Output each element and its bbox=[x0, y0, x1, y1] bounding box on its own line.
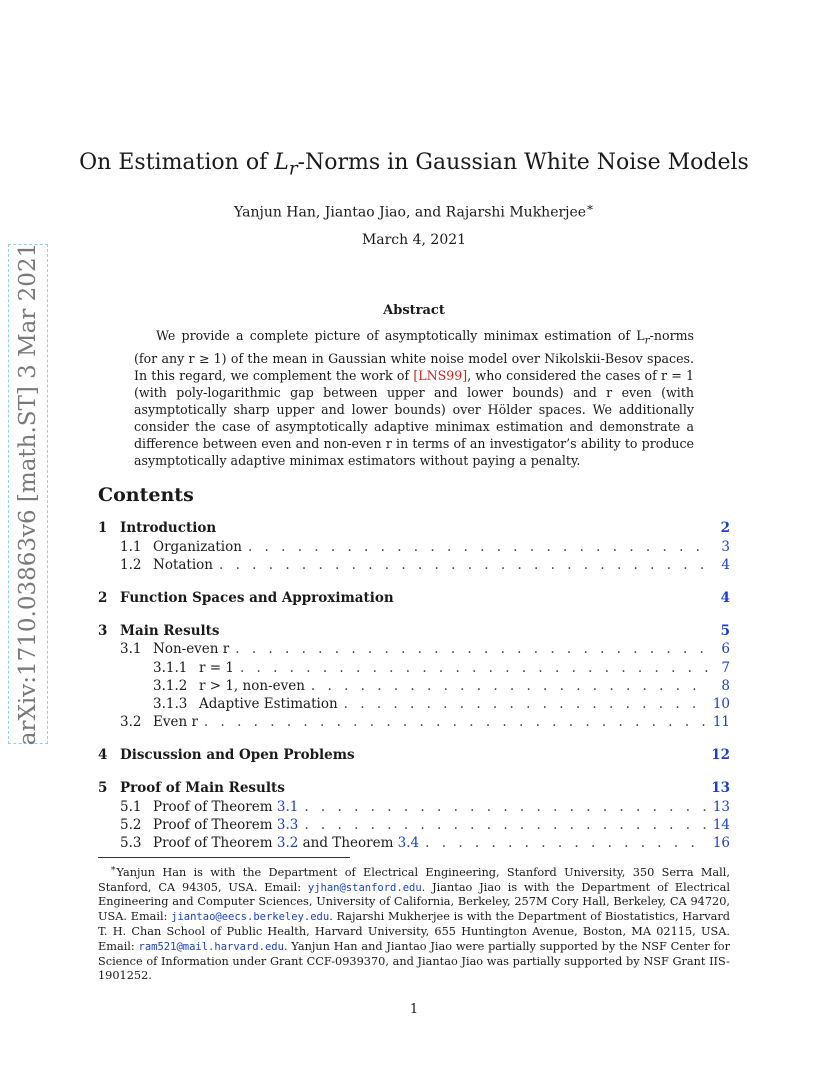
abstract-heading: Abstract bbox=[383, 303, 445, 318]
theorem-ref-link[interactable]: 3.2 bbox=[276, 835, 299, 851]
toc-entry[interactable]: 3.1.3 Adaptive Estimation . . . 10 bbox=[153, 696, 730, 714]
toc-page-link[interactable]: 12 bbox=[711, 747, 730, 763]
toc-page-link[interactable]: 4 bbox=[720, 590, 730, 606]
email-link[interactable]: jiantao@eecs.berkeley.edu bbox=[171, 911, 330, 924]
footnote-rule bbox=[98, 857, 350, 858]
toc-entry[interactable]: 3.1.2 r > 1, non-even . . . 8 bbox=[153, 678, 730, 696]
toc-page-link[interactable]: 11 bbox=[712, 714, 730, 730]
toc-entry[interactable]: 3.1.1 r = 1 . . . 7 bbox=[153, 660, 730, 678]
page-number: 1 bbox=[409, 1002, 419, 1017]
toc-page-link[interactable]: 7 bbox=[721, 660, 730, 676]
theorem-ref-link[interactable]: 3.1 bbox=[276, 799, 299, 815]
toc-page-link[interactable]: 5 bbox=[720, 623, 730, 639]
toc-entry[interactable]: 2 Function Spaces and Approximation 4 bbox=[98, 590, 730, 606]
paper-date: March 4, 2021 bbox=[361, 232, 467, 248]
toc-page-link[interactable]: 3 bbox=[721, 539, 730, 555]
toc-entry[interactable]: 5.3 Proof of Theorem 3.2 and Theorem 3.4 . . . 16 bbox=[120, 835, 730, 853]
toc-entry[interactable]: 3 Main Results 5 bbox=[98, 623, 730, 639]
paper-authors: Yanjun Han, Jiantao Jiao, and Rajarshi Mukherjee∗ bbox=[233, 200, 595, 221]
toc-entry[interactable]: 1.2 Notation . . . 4 bbox=[120, 557, 730, 575]
email-link[interactable]: ram521@mail.harvard.edu bbox=[138, 940, 284, 953]
toc-page-link[interactable]: 4 bbox=[721, 557, 730, 573]
paper-title: On Estimation of $L_r$-Norms in Gaussian White Noise Models bbox=[79, 150, 749, 180]
toc-page-link[interactable]: 13 bbox=[712, 799, 730, 815]
toc-entry[interactable]: 1 Introduction 2 bbox=[98, 520, 730, 536]
toc-page-link[interactable]: 10 bbox=[712, 696, 730, 712]
footnote: ∗Yanjun Han is with the Department of Electrical Engineering, Stanford University, 350 Serra Mall, Stanford, CA 94305, USA. Email: yjhan@stanford.edu. Jiantao Jiao is with the Department of Electrical Engineering and Computer Sciences, University of California, Berkeley, 257M Cory Hall, Berkeley, CA 94720, USA. Email: jiantao@eecs.berkeley.edu. Rajarshi Mukherjee is with the Department of Biostatistics, Harvard T. H. Chan School of Public Health, Harvard University, 655 Huntington Avenue, Boston, MA 02115, USA. Email: ram521@mail.harvard.edu. Yanjun Han and Jiantao Jiao were partially supported by the NSF Center for Science of Information under Grant CCF-0939370, and Jiantao Jiao was partially supported by NSF Grant IIS-1901252. bbox=[98, 863, 731, 983]
toc-page-link[interactable]: 6 bbox=[721, 641, 730, 657]
contents-heading: Contents bbox=[98, 484, 194, 506]
toc-page-link[interactable]: 16 bbox=[712, 835, 730, 851]
toc-entry[interactable]: 5.2 Proof of Theorem 3.3 . . . 14 bbox=[120, 817, 730, 835]
theorem-ref-link[interactable]: 3.4 bbox=[397, 835, 420, 851]
toc-page-link[interactable]: 14 bbox=[712, 817, 730, 833]
toc-entry[interactable]: 1.1 Organization . . . 3 bbox=[120, 539, 730, 557]
arxiv-stamp-text: arXiv:1710.03863v6 [math.ST] 3 Mar 2021 bbox=[15, 242, 41, 746]
toc-page-link[interactable]: 8 bbox=[721, 678, 730, 694]
toc-page-link[interactable]: 2 bbox=[720, 520, 730, 536]
toc-entry[interactable]: 3.2 Even r . . . 11 bbox=[120, 714, 730, 732]
toc-entry[interactable]: 3.1 Non-even r . . . 6 bbox=[120, 641, 730, 659]
arxiv-stamp bbox=[8, 244, 48, 744]
toc-page-link[interactable]: 13 bbox=[711, 780, 730, 796]
toc-entry[interactable]: 5.1 Proof of Theorem 3.1 . . . 13 bbox=[120, 799, 730, 817]
toc-entry[interactable]: 4 Discussion and Open Problems 12 bbox=[98, 747, 730, 763]
toc-entry[interactable]: 5 Proof of Main Results 13 bbox=[98, 780, 730, 796]
email-link[interactable]: yjhan@stanford.edu bbox=[307, 881, 422, 894]
citation-link[interactable]: [LNS99] bbox=[413, 367, 468, 383]
theorem-ref-link[interactable]: 3.3 bbox=[276, 817, 299, 833]
abstract-body: We provide a complete picture of asymptotically minimax estimation of $L_r$-norms (for any r ≥ 1) of the mean in Gaussian white noise model over Nikolskii-Besov spaces. In this regard, we complement the work of [LNS99], who considered the cases of r = 1 (with poly-logarithmic gap between upper and lower bounds) and r even (with asymptotically sharp upper and lower bounds) over Hölder spaces. We additionally consider the case of asymptotically adaptive minimax estimation and demonstrate a difference between even and non-even r in terms of an investigator’s ability to produce asymptotically adaptive minimax estimators without paying a penalty. bbox=[134, 328, 695, 468]
